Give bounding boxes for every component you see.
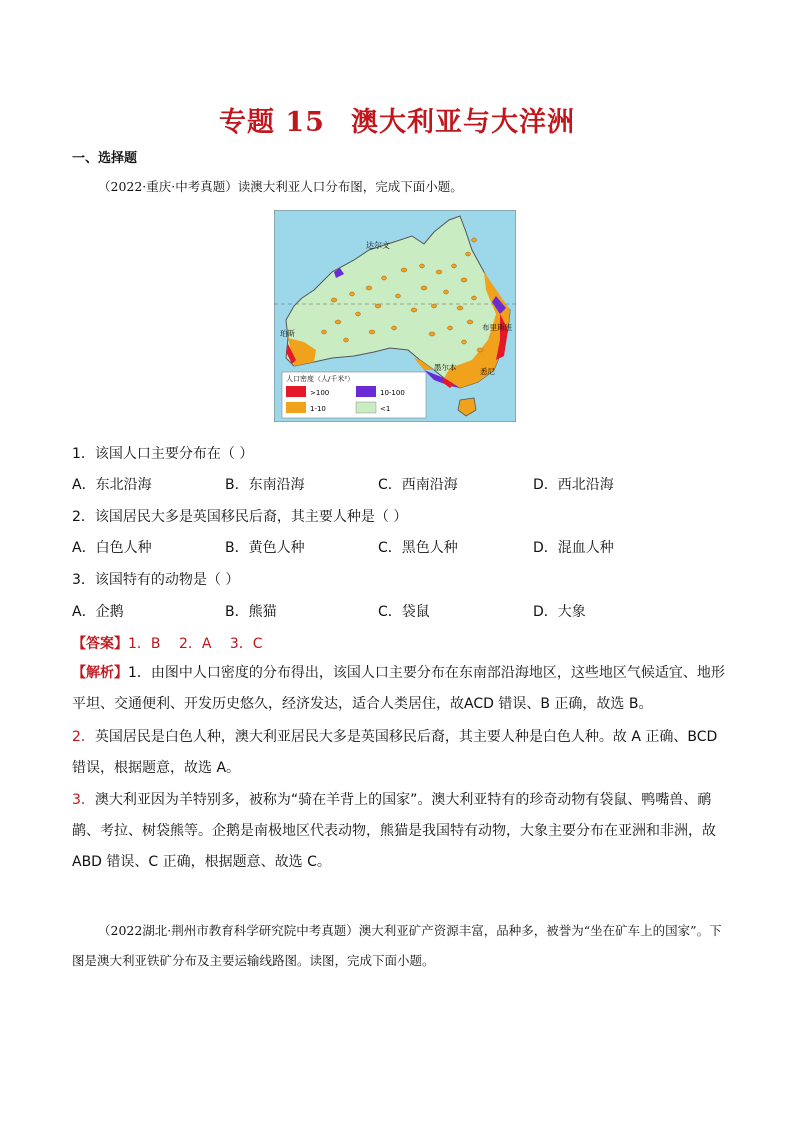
question-2-stem: 2．该国居民大多是英国移民后裔，其主要人种是（ ） xyxy=(72,509,408,525)
legend-label-2: 10-100 xyxy=(380,389,405,397)
q3-option-a: A．企鹅 xyxy=(72,604,124,620)
australia-population-map xyxy=(274,210,516,422)
q2-option-d: D．混血人种 xyxy=(533,540,614,556)
q2-option-a: A．白色人种 xyxy=(72,540,152,556)
analysis-num-2: 2． xyxy=(72,729,95,745)
legend-swatch-2 xyxy=(356,386,376,397)
answer-value: 1．B 2．A 3．C xyxy=(128,636,263,652)
q1-option-c: C．西南沿海 xyxy=(378,477,458,493)
city-label-brisbane: 布里斯班 xyxy=(482,323,512,332)
legend-label-3: 1-10 xyxy=(310,405,326,413)
analysis-paragraph-2 xyxy=(72,722,732,784)
answer-line xyxy=(72,633,263,653)
section-heading: 一、选择题 xyxy=(72,151,138,166)
q1-option-a: A．东北沿海 xyxy=(72,477,152,493)
legend-swatch-4 xyxy=(356,402,376,413)
analysis-paragraph-3 xyxy=(72,785,732,878)
map-legend xyxy=(282,372,426,418)
q3-option-b: B．熊猫 xyxy=(225,604,277,620)
page-title xyxy=(0,100,794,139)
title-main: 澳大利亚与大洋洲 xyxy=(350,107,575,138)
q3-option-d: D．大象 xyxy=(533,604,586,620)
analysis-label: 【解析】 xyxy=(72,665,128,681)
city-label-perth: 珀斯 xyxy=(280,329,295,338)
intro-text-1: （2022·重庆·中考真题）读澳大利亚人口分布图，完成下面小题。 xyxy=(98,179,463,194)
legend-swatch-3 xyxy=(286,402,306,413)
legend-label-1: >100 xyxy=(310,389,330,397)
q1-option-b: B．东南沿海 xyxy=(225,477,305,493)
question-3-stem: 3．该国特有的动物是（ ） xyxy=(72,572,240,588)
q1-option-d: D．西北沿海 xyxy=(533,477,614,493)
analysis-num-3: 3． xyxy=(72,792,95,808)
q3-option-c: C．袋鼠 xyxy=(378,604,430,620)
city-label-melbourne: 墨尔本 xyxy=(434,363,457,372)
analysis-text-1: 1．由图中人口密度的分布得出，该国人口主要分布在东南部沿海地区，这些地区气候适宜、地形平坦、交通便利、开发历史悠久，经济发达，适合人类居住，故ACD 错误、B 正确，故选 B。 xyxy=(72,665,725,712)
q2-option-b: B．黄色人种 xyxy=(225,540,305,556)
title-prefix: 专题 15 xyxy=(219,107,325,138)
answer-label: 【答案】 xyxy=(72,636,128,652)
analysis-paragraph-1 xyxy=(72,658,732,720)
question-1-stem: 1．该国人口主要分布在（ ） xyxy=(72,446,254,462)
legend-swatch-1 xyxy=(286,386,306,397)
legend-label-4: <1 xyxy=(380,405,391,413)
analysis-text-3: 澳大利亚因为羊特别多，被称为“骑在羊背上的国家”。澳大利亚特有的珍奇动物有袋鼠、鸭嘴兽、鸸鹋、考拉、树袋熊等。企鹅是南极地区代表动物，熊猫是我国特有动物，大象主要分布在亚洲和非洲，故 ABD 错误、C 正确，根据题意、故选 C。 xyxy=(72,792,716,870)
city-label-darwin: 达尔文 xyxy=(366,241,390,250)
analysis-text-2: 英国居民是白色人种，澳大利亚居民大多是英国移民后裔，其主要人种是白色人种。故 A 正确、BCD 错误，根据题意，故选 A。 xyxy=(72,729,718,776)
legend-title: 人口密度（人/千米²） xyxy=(286,375,355,383)
city-label-sydney: 悉尼 xyxy=(480,367,495,376)
q2-option-c: C．黑色人种 xyxy=(378,540,458,556)
intro-text-2: （2022湖北·荆州市教育科学研究院中考真题）澳大利亚矿产资源丰富，品种多，被誉为“坐在矿车上的国家”。下图是澳大利亚铁矿分布及主要运输线路图。读图，完成下面小题。 xyxy=(72,923,722,968)
